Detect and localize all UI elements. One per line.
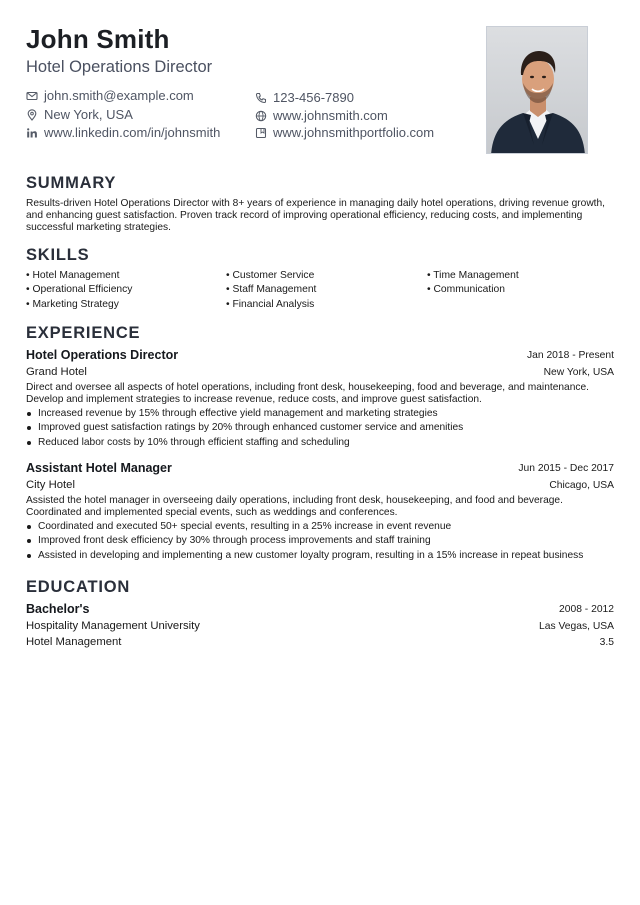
education-degree: Bachelor's xyxy=(26,602,90,616)
bullet-dot xyxy=(27,525,31,529)
location-pin-icon xyxy=(26,109,38,121)
linkedin-icon xyxy=(26,127,38,139)
skill-item: • Time Management xyxy=(427,270,519,281)
education-location: Las Vegas, USA xyxy=(539,621,614,632)
skill-item: • Staff Management xyxy=(226,284,317,295)
education-school: Hospitality Management University xyxy=(26,620,200,632)
job-location: Chicago, USA xyxy=(549,480,614,491)
education-dates: 2008 - 2012 xyxy=(559,604,614,615)
job-bullet-text: Reduced labor costs by 10% through efficient staffing and scheduling xyxy=(38,437,350,448)
contact-phone-text: 123-456-7890 xyxy=(273,90,354,105)
job-bullet-text: Improved guest satisfaction ratings by 20% through enhanced customer service and amenities xyxy=(38,422,464,433)
bullet-dot xyxy=(27,426,31,430)
skills-heading: SKILLS xyxy=(26,246,90,264)
job-location: New York, USA xyxy=(543,367,614,378)
bullet-dot xyxy=(27,554,31,558)
skill-item: • Communication xyxy=(427,284,506,295)
job-dates: Jan 2018 - Present xyxy=(526,350,614,361)
portfolio-icon xyxy=(255,127,267,139)
job-bullet xyxy=(26,422,463,433)
contact-location-text: New York, USA xyxy=(44,107,133,122)
job-bullet-text: Assisted in developing and implementing a new customer loyalty program, resulting in a 15% increase in repeat business xyxy=(38,550,584,561)
job-bullet-text: Improved front desk efficiency by 30% through process improvements and staff training xyxy=(38,535,431,546)
summary-text: Results-driven Hotel Operations Director with 8+ years of experience in managing daily hotel operations, driving revenue growth, and enhancing guest satisfaction. Proven track record of improving operational efficiency, reducing costs, and implementing successful marketing strategies. xyxy=(26,198,606,233)
contact-phone[interactable] xyxy=(255,90,354,105)
job-bullet-text: Increased revenue by 15% through effective yield management and marketing strategies xyxy=(38,408,438,419)
job-bullet-text: Coordinated and executed 50+ special events, resulting in a 25% increase in event revenue xyxy=(38,521,452,532)
profile-photo xyxy=(486,26,588,154)
experience-heading: EXPERIENCE xyxy=(26,324,141,342)
resume-page xyxy=(26,0,614,905)
bullet-dot xyxy=(27,441,31,445)
phone-icon xyxy=(255,92,267,104)
skill-item: • Marketing Strategy xyxy=(26,299,119,310)
skill-item: • Financial Analysis xyxy=(226,299,315,310)
skill-item: • Operational Efficiency xyxy=(26,284,133,295)
bullet-dot xyxy=(27,412,31,416)
contact-portfolio-text: www.johnsmithportfolio.com xyxy=(273,125,435,140)
globe-icon xyxy=(255,110,267,122)
education-field: Hotel Management xyxy=(26,636,122,648)
job-title: Assistant Hotel Manager xyxy=(26,461,172,475)
contact-linkedin-text: www.linkedin.com/in/johnsmith xyxy=(44,125,221,140)
summary-heading: SUMMARY xyxy=(26,174,117,192)
contact-email-text: john.smith@example.com xyxy=(44,88,194,103)
skill-item: • Customer Service xyxy=(226,270,315,281)
job-title: Hotel Operations Director xyxy=(26,348,179,362)
skill-item: • Hotel Management xyxy=(26,270,120,281)
contact-linkedin[interactable] xyxy=(26,125,220,140)
job-dates: Jun 2015 - Dec 2017 xyxy=(518,463,614,474)
job-description: Assisted the hotel manager in overseeing daily operations, including front desk, housekeeping, and food and beverage. Coordinated and implemented special events, such as weddings and conferences. xyxy=(26,495,563,518)
contact-portfolio[interactable] xyxy=(255,125,434,140)
job-bullet xyxy=(26,550,583,561)
contact-location xyxy=(26,107,133,122)
job-company: City Hotel xyxy=(26,479,75,491)
education-gpa: 3.5 xyxy=(599,637,614,648)
education-heading: EDUCATION xyxy=(26,578,131,596)
job-bullet xyxy=(26,408,438,419)
candidate-role: Hotel Operations Director xyxy=(26,58,213,76)
bullet-dot xyxy=(27,539,31,543)
job-company: Grand Hotel xyxy=(26,366,87,378)
contact-website-text: www.johnsmith.com xyxy=(273,108,388,123)
job-bullet xyxy=(26,437,350,448)
job-description: Direct and oversee all aspects of hotel operations, including front desk, housekeeping, food and beverage, and maintenance. Develop and implement strategies to increase revenue, reduce costs, and improve guest satisfaction. xyxy=(26,382,589,405)
candidate-name: John Smith xyxy=(26,24,170,54)
contact-website[interactable] xyxy=(255,108,388,123)
job-bullet xyxy=(26,521,451,532)
job-bullet xyxy=(26,535,431,546)
contact-email[interactable] xyxy=(26,88,194,103)
mail-icon xyxy=(26,90,38,102)
